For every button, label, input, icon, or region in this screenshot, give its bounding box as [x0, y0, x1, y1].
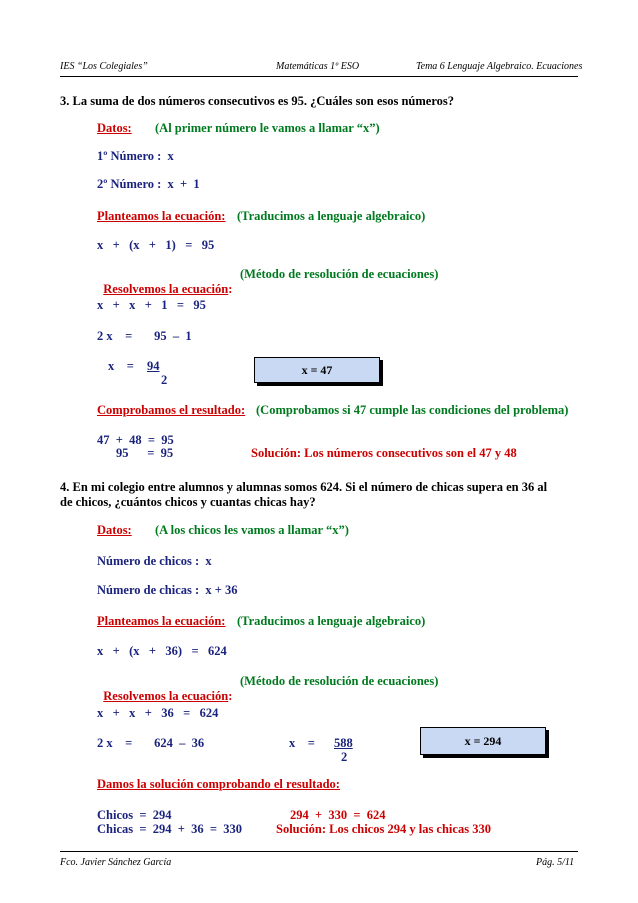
p3-datos-label: Datos: — [97, 121, 132, 135]
footer-left: Fco. Javier Sánchez García — [60, 857, 172, 868]
p4-fraction-denominator: 2 — [341, 750, 348, 764]
p3-comprob-label: Comprobamos el resultado: — [97, 403, 246, 417]
footer-rule — [60, 851, 578, 852]
p3-comprob-note: (Comprobamos si 47 cumple las condiciones del problema) — [256, 403, 569, 417]
problem-4-question-line-2: de chicos, ¿cuántos chicos y cuantas chicas hay? — [60, 495, 316, 509]
p3-check-2: 95 = 95 — [116, 446, 174, 460]
header-right: Tema 6 Lenguaje Algebraico. Ecuaciones — [416, 61, 583, 72]
p3-equation-4-left: x = — [108, 359, 134, 373]
problem-3-question: 3. La suma de dos números consecutivos es 95. ¿Cuáles son esos números? — [60, 94, 455, 108]
p4-datos-label: Datos: — [97, 523, 132, 537]
header-left: IES “Los Colegiales” — [60, 61, 148, 72]
p4-equation-2: x + x + 36 = 624 — [97, 706, 219, 720]
p3-result-box: x = 47 — [254, 357, 380, 383]
p3-datos-note: (Al primer número le vamos a llamar “x”) — [155, 121, 380, 135]
p4-chicas-result: Chicas = 294 + 36 = 330 — [97, 822, 242, 836]
p3-first-number: 1º Número : x — [97, 149, 174, 163]
p4-resolv-colon: : — [228, 689, 233, 703]
p4-check: 294 + 330 = 624 — [290, 808, 386, 822]
p3-fraction-numerator: 94 — [147, 359, 160, 373]
footer-page-number: Pág. 5/11 — [536, 857, 575, 868]
p3-fraction-denominator: 2 — [161, 373, 168, 387]
p4-equation-4-left: x = — [289, 736, 315, 750]
p4-equation-3: 2 x = 624 – 36 — [97, 736, 205, 750]
p4-resolv-label: Resolvemos la ecuación — [103, 689, 229, 703]
p3-equation-1: x + (x + 1) = 95 — [97, 238, 215, 252]
p4-solution: Solución: Los chicos 294 y las chicas 330 — [276, 822, 491, 836]
p4-damos-label: Damos la solución comprobando el resultado: — [97, 777, 340, 791]
problem-4-question-line-1: 4. En mi colegio entre alumnos y alumnas somos 624. Si el número de chicas supera en 36 al — [60, 480, 548, 494]
p4-chicos-result: Chicos = 294 — [97, 808, 172, 822]
p3-resolv-colon: : — [228, 282, 233, 296]
p4-resolv-note: (Método de resolución de ecuaciones) — [240, 674, 439, 688]
p3-plantea-note: (Traducimos a lenguaje algebraico) — [237, 209, 426, 223]
p4-plantea-label: Planteamos la ecuación: — [97, 614, 226, 628]
p3-solution: Solución: Los números consecutivos son el 47 y 48 — [251, 446, 517, 460]
p3-resolv-note: (Método de resolución de ecuaciones) — [240, 267, 439, 281]
p3-check-1: 47 + 48 = 95 — [97, 433, 174, 447]
p3-equation-3: 2 x = 95 – 1 — [97, 329, 192, 343]
p4-fraction-numerator: 588 — [334, 736, 353, 750]
p4-result-box: x = 294 — [420, 727, 546, 755]
p3-equation-2: x + x + 1 = 95 — [97, 298, 206, 312]
p4-equation-1: x + (x + 36) = 624 — [97, 644, 227, 658]
header-rule — [60, 76, 578, 77]
header-center: Matemáticas 1º ESO — [276, 61, 360, 72]
p4-chicos-count: Número de chicos : x — [97, 554, 212, 568]
p3-second-number: 2º Número : x + 1 — [97, 177, 200, 191]
p3-resolv-label: Resolvemos la ecuación — [103, 282, 229, 296]
p4-plantea-note: (Traducimos a lenguaje algebraico) — [237, 614, 426, 628]
p4-chicas-count: Número de chicas : x + 36 — [97, 583, 238, 597]
p3-plantea-label: Planteamos la ecuación: — [97, 209, 226, 223]
p4-resolv — [97, 674, 232, 704]
p3-resolv — [97, 267, 232, 297]
p4-datos-note: (A los chicos les vamos a llamar “x”) — [155, 523, 349, 537]
